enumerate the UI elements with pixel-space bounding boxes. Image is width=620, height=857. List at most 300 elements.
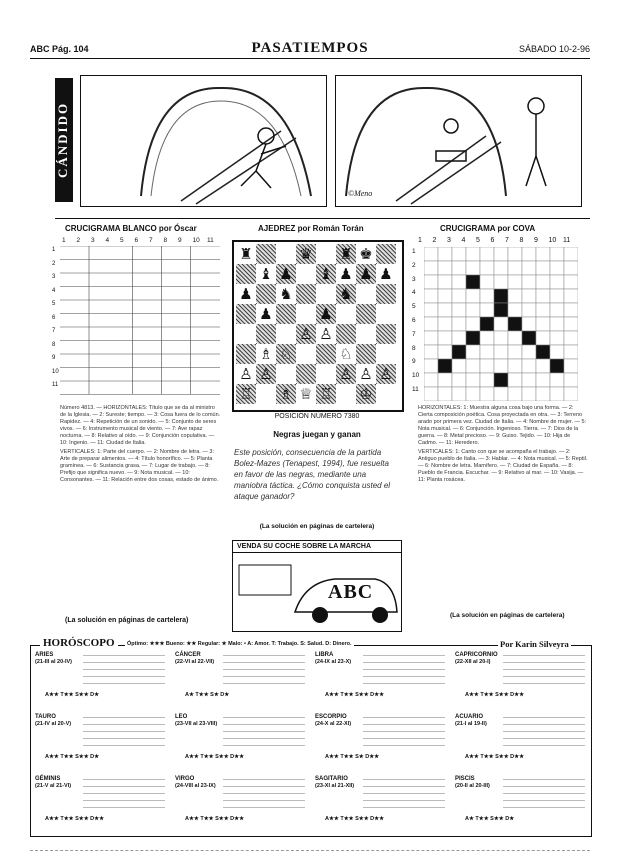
white-queen-icon: ♕	[299, 385, 313, 403]
crossword-cell	[466, 317, 480, 331]
black-cell	[494, 373, 508, 387]
column-number: 10	[548, 237, 557, 244]
crossword-cell	[536, 303, 550, 317]
page-number: ABC Pág. 104	[30, 44, 89, 54]
chess-square	[336, 384, 356, 404]
column-number: 5	[476, 237, 480, 244]
column-number: 10	[192, 237, 200, 244]
crossword-cell	[522, 303, 536, 317]
crossword-cell	[424, 387, 438, 401]
sign-rating: A★★ T★★ S★★ D★	[45, 754, 100, 760]
crossword-cell	[508, 387, 522, 401]
crossword-cell	[438, 261, 452, 275]
chess-square	[336, 324, 356, 344]
ad-brand-logo: ABC	[328, 581, 374, 603]
crossword-cell	[466, 303, 480, 317]
chess-square	[336, 304, 356, 324]
sign-dates: (24-VIII al 23-IX)	[175, 783, 216, 789]
sign-rating: A★★ T★★ S★★ D★★	[325, 816, 385, 822]
crossword-cell	[494, 275, 508, 289]
page-title: PASATIEMPOS	[251, 40, 369, 56]
row-number: 4	[52, 287, 56, 294]
chess-square	[296, 304, 316, 324]
crossword-cell	[536, 317, 550, 331]
chess-square	[276, 304, 296, 324]
black-pawn-icon: ♟	[339, 265, 353, 283]
column-number: 8	[163, 237, 168, 244]
sign-text-lines	[503, 652, 585, 688]
row-number: 11	[412, 386, 419, 393]
comic-rule	[55, 218, 590, 219]
column-number: 1	[418, 237, 422, 244]
crossword-cell	[452, 387, 466, 401]
column-number: 3	[447, 237, 451, 244]
crossword-cell	[424, 359, 438, 373]
crossword-cell	[494, 331, 508, 345]
crossword-cell	[536, 247, 550, 261]
chess-title: AJEDREZ por Román Torán	[258, 224, 364, 233]
horoscope-sign	[455, 776, 587, 830]
horoscope-sign	[35, 652, 167, 706]
chess-square	[356, 324, 376, 344]
chess-board	[232, 240, 404, 412]
crossword-cell	[424, 317, 438, 331]
sign-rating: A★ T★★ S★ D★	[185, 692, 230, 698]
crossword-cell	[536, 275, 550, 289]
crossword-cell	[536, 359, 550, 373]
crossword-cell	[494, 261, 508, 275]
horoscope-sign	[175, 652, 307, 706]
crossword-cell	[452, 359, 466, 373]
horoscope-author: Por Karin Silveyra	[500, 639, 569, 649]
crossword-cell	[438, 303, 452, 317]
sign-dates: (21-I al 19-II)	[455, 721, 487, 727]
column-number: 5	[120, 237, 124, 244]
chess-square	[296, 344, 316, 364]
chess-square	[376, 244, 396, 264]
black-pawn-icon: ♟	[239, 285, 253, 303]
black-king-icon: ♚	[359, 245, 373, 263]
chess-square	[256, 244, 276, 264]
column-number: 11	[563, 237, 571, 244]
crossword-cell	[438, 373, 452, 387]
chess-square	[376, 304, 396, 324]
horoscope-sign	[455, 652, 587, 706]
black-pawn-icon: ♟	[379, 265, 393, 283]
crossword-cell	[564, 373, 578, 387]
column-number: 9	[534, 237, 538, 244]
crossword-cell	[424, 247, 438, 261]
sign-text-lines	[223, 776, 305, 812]
crossword-cell	[550, 303, 564, 317]
comic-signature: ©Meno	[348, 189, 373, 198]
crossword-cell	[480, 275, 494, 289]
chess-square	[256, 384, 276, 404]
crossword-cell	[508, 247, 522, 261]
row-number: 1	[52, 247, 56, 253]
chess-square	[316, 244, 336, 264]
crossword-blanco-clues: Número 4813. — HORIZONTALES: Título que se da al ministro de la Iglesia. — 2: Sureste; tiempo. — 3: Cosa fuera de lo común. Rapidez. — 4: Repetición de un sonido. — 5: Conjunto de seres vivos. — 6: Instrumento musical de viento. — 7: Ave rapaz nocturna. — 8: Relativo al oído. — 9: Conjunción copulativa. — 10: Ingenio. — 11: Ciudad de Italia. VERTICALES: 1: Parte del cuerpo. — 2: Nombre de letra. — 3: Arte de preparar alimentos. — 4: Título honorífico. — 5: Planta gramínea. — 6: Sustancia grasa. — 7: Lugar de trabajo. — 8: Prefijo que significa nuevo. — 9: Nota musical. — 10: Consonantes. — 11: Relación entre dos cosas, estado de ánimo.	[60, 405, 221, 483]
chess-square	[376, 284, 396, 304]
crossword-cell	[480, 289, 494, 303]
black-rook-icon: ♜	[239, 245, 253, 263]
horoscope-sign	[175, 776, 307, 830]
comic-band-label: CÁNDIDO	[55, 78, 73, 202]
sign-rating: A★★ T★★ S★★ D★★	[325, 692, 385, 698]
chess-instruction: Negras juegan y ganan	[273, 430, 361, 439]
horoscope-sign	[315, 776, 447, 830]
crossword-cell	[494, 359, 508, 373]
row-number: 8	[412, 344, 416, 352]
row-number: 10	[52, 368, 59, 375]
white-rook-icon: ♖	[319, 385, 333, 403]
column-number: 7	[149, 237, 153, 244]
crossword-cell	[438, 275, 452, 289]
column-number: 8	[519, 237, 524, 244]
chess-footer: (La solución en páginas de cartelera)	[259, 523, 375, 530]
white-pawn-icon: ♙	[359, 365, 373, 383]
horoscope-sign	[175, 714, 307, 768]
white-pawn-icon: ♙	[339, 365, 353, 383]
crossword-cell	[480, 261, 494, 275]
sign-name: CAPRICORNIO	[455, 652, 498, 658]
sign-name: TAURO	[35, 714, 56, 720]
crossword-cell	[480, 387, 494, 401]
crossword-cell	[550, 345, 564, 359]
black-cell	[438, 359, 452, 373]
crossword-cell	[550, 275, 564, 289]
crossword-cell	[494, 247, 508, 261]
crossword-cell	[508, 303, 522, 317]
sign-rating: A★★ T★★ S★★ D★★	[465, 754, 525, 760]
footer-rule	[30, 850, 590, 851]
sign-dates: (20-II al 20-III)	[455, 783, 490, 789]
crossword-cell	[536, 387, 550, 401]
row-number: 5	[412, 303, 416, 311]
crossword-cell	[522, 317, 536, 331]
crossword-cell	[536, 331, 550, 345]
crossword-cell	[522, 247, 536, 261]
horoscope-sign	[455, 714, 587, 768]
row-number: 2	[412, 261, 416, 269]
crossword-cell	[480, 331, 494, 345]
horoscope-sign	[35, 714, 167, 768]
black-bishop-icon: ♝	[259, 265, 273, 283]
chess-square	[276, 364, 296, 384]
crossword-cell	[466, 261, 480, 275]
chess-square	[236, 264, 256, 284]
sign-text-lines	[223, 714, 305, 750]
crossword-cell	[424, 275, 438, 289]
row-number: 3	[412, 275, 416, 283]
crossword-cell	[522, 261, 536, 275]
black-cell	[466, 331, 480, 345]
sign-name: ARIES	[35, 652, 54, 658]
white-pawn-icon: ♙	[259, 365, 273, 383]
row-number: 1	[412, 248, 416, 255]
sign-name: PISCIS	[455, 776, 475, 782]
row-number: 8	[52, 341, 56, 348]
crossword-cell	[424, 289, 438, 303]
crossword-cell	[466, 373, 480, 387]
crossword-cell	[536, 289, 550, 303]
black-knight-icon: ♞	[279, 285, 293, 303]
chess-square	[236, 344, 256, 364]
crossword-cell	[522, 289, 536, 303]
crossword-cell	[550, 317, 564, 331]
crossword-cell	[564, 345, 578, 359]
white-pawn-icon: ♙	[379, 365, 393, 383]
crossword-cell	[466, 345, 480, 359]
sign-text-lines	[503, 714, 585, 750]
crossword-cova-footer: (La solución en páginas de cartelera)	[450, 612, 565, 619]
chess-square	[376, 324, 396, 344]
white-knight-icon: ♘	[339, 345, 353, 363]
ad-headline: VENDA SU COCHE SOBRE LA MARCHA	[233, 541, 401, 553]
white-rook-icon: ♖	[239, 385, 253, 403]
crossword-cell	[452, 275, 466, 289]
sign-name: SAGITARIO	[315, 776, 348, 782]
crossword-cell	[466, 289, 480, 303]
crossword-cell	[466, 247, 480, 261]
crossword-cell	[564, 331, 578, 345]
white-knight-icon: ♘	[279, 345, 293, 363]
column-number: 2	[76, 237, 81, 244]
horoscope-box	[30, 645, 592, 837]
column-number: 7	[505, 237, 509, 244]
crossword-cell	[452, 303, 466, 317]
chess-square	[276, 244, 296, 264]
crossword-cell	[480, 373, 494, 387]
crossword-cell	[564, 247, 578, 261]
chess-square	[296, 264, 316, 284]
row-number: 6	[412, 317, 416, 324]
crossword-cell	[424, 261, 438, 275]
column-number: 1	[62, 237, 66, 244]
crossword-cell	[466, 359, 480, 373]
chess-square	[296, 364, 316, 384]
horoscope-sign	[315, 652, 447, 706]
black-pawn-icon: ♟	[359, 265, 373, 283]
crossword-cell	[452, 247, 466, 261]
crossword-cell	[438, 247, 452, 261]
white-pawn-icon: ♙	[319, 325, 333, 343]
header-rule	[30, 58, 590, 59]
comic-drawing-1	[81, 76, 326, 206]
crossword-cell	[508, 261, 522, 275]
crossword-cell	[522, 373, 536, 387]
crossword-cell	[522, 345, 536, 359]
crossword-cell	[550, 387, 564, 401]
sign-rating: A★★ T★★ S★★ D★★	[185, 816, 245, 822]
crossword-cell	[550, 261, 564, 275]
chess-square	[376, 384, 396, 404]
black-cell	[452, 345, 466, 359]
row-number: 6	[52, 314, 56, 321]
row-number: 10	[412, 372, 420, 380]
row-number: 5	[52, 301, 56, 307]
horoscope-sign	[35, 776, 167, 830]
chess-square	[316, 284, 336, 304]
sign-dates: (22-VI al 22-VII)	[175, 659, 215, 665]
car-illustration	[235, 557, 399, 627]
crossword-cell	[494, 387, 508, 401]
crossword-cell	[438, 387, 452, 401]
crossword-cell	[564, 317, 578, 331]
crossword-cell	[424, 345, 438, 359]
sign-name: GÉMINIS	[35, 776, 61, 782]
column-number: 6	[134, 237, 139, 244]
crossword-cell	[452, 373, 466, 387]
comic-panel-2	[335, 75, 582, 207]
row-number: 7	[52, 328, 56, 334]
column-number: 3	[91, 237, 95, 244]
crossword-cell	[522, 275, 536, 289]
crossword-cell	[564, 261, 578, 275]
chess-square	[376, 344, 396, 364]
black-cell	[494, 289, 508, 303]
sign-dates: (24-IX al 23-X)	[315, 659, 352, 665]
crossword-cell	[438, 289, 452, 303]
crossword-cell	[466, 387, 480, 401]
sign-text-lines	[83, 714, 165, 750]
column-number: 2	[432, 237, 437, 244]
sign-dates: (24-X al 22-XI)	[315, 721, 352, 727]
crossword-cell	[438, 317, 452, 331]
column-number: 4	[105, 237, 110, 244]
crossword-cell	[536, 261, 550, 275]
crossword-cell	[550, 373, 564, 387]
column-number: 9	[178, 237, 182, 244]
crossword-cell	[438, 331, 452, 345]
crossword-cell	[564, 387, 578, 401]
chess-square	[256, 324, 276, 344]
page-date: SÁBADO 10-2-96	[518, 44, 590, 54]
crossword-cell	[480, 247, 494, 261]
crossword-cova-clues: HORIZONTALES: 1: Muestra alguna cosa bajo una forma. — 2: Cierta composición poética. Cosa proyectada en otra. — 3: Terreno arado por primera vez. Ciudad de Italia. — 4: Nombre de mujer. — 5: Nota musical. — 6: Conjunción. Ingenioso. Tierra. — 7: Dios de la guerra. — 8: Metal precioso. — 9: Guiso. Tejido. — 10: Hija de Cadmo. — 11: Heredero. VERTICALES: 1: Canto con que se acompaña el trabajo. — 2: Antiguo pueblo de Italia. — 3: Hablar. — 4: Nota musical. — 5: Reptil. — 6: Nombre de letra. Mamífero. — 7: Ciudad de España. — 8: Pueblo de Francia. Escuchar. — 9: Relativo al mar. — 10: Vasija. — 11: Planta rosácea.	[418, 405, 588, 483]
white-pawn-icon: ♙	[299, 325, 313, 343]
sign-dates: (21-IV al 20-V)	[35, 721, 72, 727]
sign-dates: (22-XII al 20-I)	[455, 659, 491, 665]
crossword-cell	[564, 289, 578, 303]
sign-rating: A★★ T★★ S★★ D★★	[185, 754, 245, 760]
chess-square	[316, 364, 336, 384]
crossword-cell	[452, 289, 466, 303]
crossword-cell	[536, 373, 550, 387]
black-cell	[550, 359, 564, 373]
sign-dates: (23-XI al 21-XII)	[315, 783, 355, 789]
comic-panel-1	[80, 75, 327, 207]
crossword-blanco-footer: (La solución en páginas de cartelera)	[65, 617, 189, 624]
row-number: 4	[412, 289, 416, 297]
crossword-cell	[480, 359, 494, 373]
crossword-cell	[564, 359, 578, 373]
comic-drawing-2	[336, 76, 581, 206]
row-number: 11	[52, 382, 59, 388]
sign-text-lines	[363, 652, 445, 688]
crossword-cell	[508, 359, 522, 373]
sign-rating: A★★ T★★ S★★ D★★	[45, 816, 105, 822]
sign-text-lines	[503, 776, 585, 812]
crossword-cell	[550, 289, 564, 303]
crossword-cell	[424, 373, 438, 387]
sign-rating: A★★ T★★ S★ D★★	[325, 754, 380, 760]
column-number: 6	[490, 237, 495, 244]
sign-name: LEO	[175, 714, 188, 720]
sign-rating: A★★ T★★ S★★ D★★	[465, 692, 525, 698]
crossword-cell	[550, 331, 564, 345]
black-cell	[522, 331, 536, 345]
crossword-cell	[522, 359, 536, 373]
black-knight-icon: ♞	[339, 285, 353, 303]
chess-square	[236, 304, 256, 324]
crossword-cell	[452, 331, 466, 345]
car-sale-ad	[232, 540, 402, 632]
sign-rating: A★ T★★ S★★ D★	[465, 816, 515, 822]
horoscope-title: HORÓSCOPO	[40, 637, 118, 649]
black-cell	[494, 303, 508, 317]
black-cell	[508, 317, 522, 331]
sign-text-lines	[83, 652, 165, 688]
chess-square	[316, 344, 336, 364]
horoscope-sign	[315, 714, 447, 768]
chess-square	[296, 284, 316, 304]
chess-square	[356, 284, 376, 304]
crossword-cova-title: CRUCIGRAMA por COVA	[440, 224, 536, 233]
black-cell	[466, 275, 480, 289]
sign-name: VIRGO	[175, 776, 195, 782]
sign-text-lines	[83, 776, 165, 812]
black-pawn-icon: ♟	[279, 265, 293, 283]
crossword-cell	[508, 275, 522, 289]
white-bishop-icon: ♗	[279, 385, 293, 403]
horoscope-legend: Óptimo: ★★★ Bueno: ★★ Regular: ★ Malo: • A: Amor. T: Trabajo. S: Salud. D: Dinero.	[127, 641, 352, 647]
black-pawn-icon: ♟	[319, 305, 333, 323]
sign-text-lines	[363, 776, 445, 812]
row-number: 7	[412, 330, 416, 338]
black-pawn-icon: ♟	[259, 305, 273, 323]
row-number: 3	[52, 274, 56, 280]
crossword-cell	[424, 303, 438, 317]
crossword-cell	[564, 275, 578, 289]
sign-name: LIBRA	[315, 652, 334, 658]
crossword-cell	[508, 345, 522, 359]
sign-text-lines	[363, 714, 445, 750]
row-number: 9	[52, 355, 56, 361]
crossword-cell	[494, 317, 508, 331]
crossword-cell	[452, 317, 466, 331]
crossword-cova-grid	[424, 247, 578, 401]
crossword-cell	[550, 247, 564, 261]
chess-square	[276, 324, 296, 344]
column-number: 11	[207, 237, 214, 244]
chess-square	[356, 304, 376, 324]
black-cell	[536, 345, 550, 359]
black-cell	[480, 317, 494, 331]
crossword-cell	[508, 289, 522, 303]
chess-square	[256, 284, 276, 304]
crossword-cell	[480, 345, 494, 359]
chess-text: Este posición, consecuencia de la partida Bolez-Mazes (Tenapest, 1994), fue resuelta en favor de las negras, mediante una maniobra táctica. ¿Cómo conquista usted el ataque ganador?	[234, 448, 391, 501]
crossword-cell	[480, 303, 494, 317]
crossword-blanco-grid	[60, 246, 220, 396]
black-rook-icon: ♜	[339, 245, 353, 263]
sign-dates: (23-VII al 23-VIII)	[175, 721, 218, 727]
black-bishop-icon: ♝	[319, 265, 333, 283]
row-number: 9	[412, 358, 416, 366]
sign-name: CÁNCER	[175, 652, 201, 658]
white-pawn-icon: ♙	[239, 365, 253, 383]
